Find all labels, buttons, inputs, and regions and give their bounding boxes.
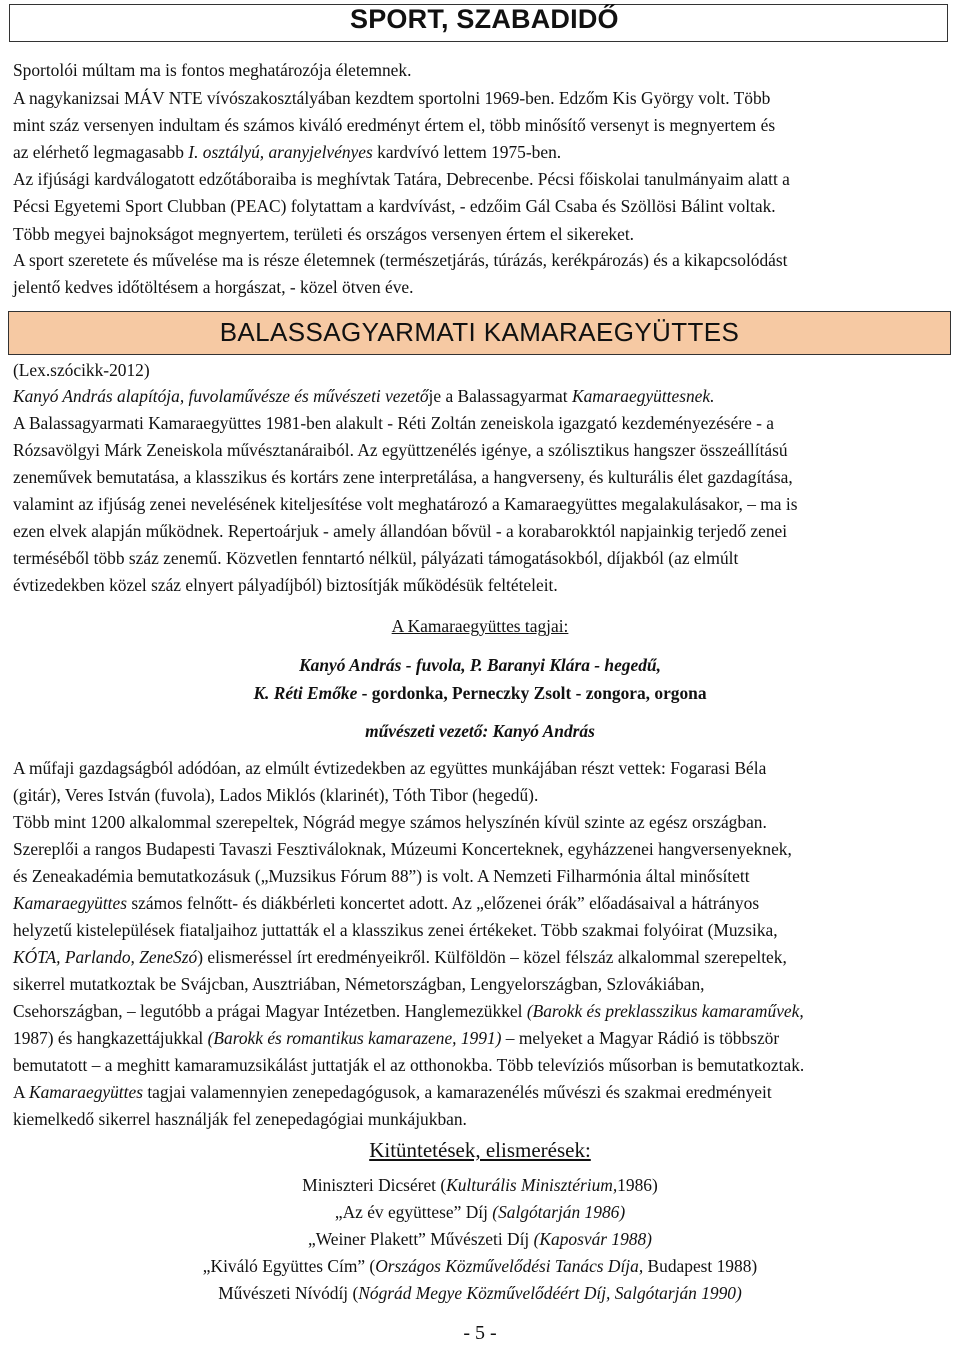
text-line	[13, 947, 787, 968]
text-span: „Kiváló Együttes Cím” (	[202, 1256, 376, 1276]
text-line: zeneművek bemutatása, a klasszikus és kortárs zene interpretálása, a hangverseny, és kulturális élet gazdagítása,	[13, 467, 793, 487]
text-span: Művészeti Nívódíj (	[218, 1283, 359, 1303]
text-span: Miniszteri Dicséret (	[302, 1175, 447, 1195]
text-line: évtizedekben közel száz elnyert pályadíjból) biztosítják működésük feltételeit.	[13, 575, 558, 595]
text-line: Az ifjúsági kardválogatott edzőtáboraiba is meghívtak Tatára, Debrecenbe. Pécsi főiskolai tanulmányaim alatt a	[13, 169, 790, 189]
text-span: 1987) és hangkazettájukkal	[13, 1028, 204, 1048]
page-number: - 5 -	[463, 1322, 497, 1344]
text-span: kardvívó lettem 1975-ben.	[377, 142, 562, 162]
text-line: (gitár), Veres István (fuvola), Lados Miklós (klarinét), Tóth Tibor (hegedű).	[13, 785, 539, 805]
text-line: Pécsi Egyetemi Sport Clubban (PEAC) folytattam a kardvívást, - edzőim Gál Csaba és Szöllösi Bálint voltak.	[13, 196, 776, 216]
italic-span: Kanyó András alapítója, fuvolaművésze és művészeti vezető	[13, 386, 429, 406]
italic-span: I. osztályú, aranyjelvényes	[188, 142, 373, 162]
award-item	[0, 1256, 960, 1277]
text-line	[13, 142, 561, 163]
text-line: kiemelkedő sikerrel használják fel zenepedagógiai munkájukban.	[13, 1109, 467, 1129]
italic-span: Kamaraegyüttesnek.	[571, 386, 715, 406]
text-line: ezen elvek alapján működnek. Repertoárjuk - amely állandóan bővül - a korabarokktól napjainkig terjedő zenei	[13, 521, 788, 541]
text-line: sikerrel mutatkoztak be Svájcban, Ausztriában, Németországban, Lengyelországban, Szlovákiában,	[13, 974, 705, 994]
award-item	[0, 1175, 960, 1196]
italic-span: (Kaposvár 1988)	[533, 1229, 652, 1249]
sport-heading-box	[9, 4, 948, 42]
text-span: – melyeket a Magyar Rádió is többször	[505, 1028, 780, 1048]
text-line: bemutatott – a meghitt kamaramuzsikálást juttatják el az otthonokba. Több televíziós műsorban is bemutatkoztak.	[13, 1055, 805, 1075]
text-span: számos felnőtt- és diákbérleti koncertet adott. Az „előzenei órák” előadásaival a hátrányos	[131, 893, 760, 913]
text-line: A Balassagyarmati Kamaraegyüttes 1981-ben alakult - Réti Zoltán zeneiskola igazgató kezdeményezésére - a	[13, 413, 775, 433]
members-title: A Kamaraegyüttes tagjai:	[391, 616, 569, 636]
sport-heading: SPORT, SZABADIDŐ	[350, 4, 619, 34]
text-line: Több megyei bajnokságot megnyertem, területi és országos versenyen értem el sikereket.	[13, 224, 635, 244]
italic-span: Kamaraegyüttes	[28, 1082, 143, 1102]
italic-span: Országos Közművelődési Tanács Díja,	[375, 1256, 644, 1276]
text-line: mint száz versenyen indultam és számos kiváló eredményt értem el, több minősítő versenyt is megnyertem és	[13, 115, 776, 135]
members-line-2	[0, 683, 960, 704]
text-line	[13, 1028, 779, 1049]
text-line: Sportolói múltam ma is fontos meghatározója életemnek.	[13, 60, 412, 80]
text-line	[13, 1001, 804, 1022]
award-item	[0, 1202, 960, 1223]
text-span: je a Balassagyarmat	[428, 386, 568, 406]
director-line: művészeti vezető: Kanyó András	[365, 721, 595, 741]
text-span: A	[13, 1082, 25, 1102]
text-line	[13, 1082, 772, 1103]
awards-title: Kitüntetések, elismerések:	[369, 1138, 591, 1162]
italic-span: K. Réti Emőke	[253, 683, 358, 703]
text-span: tagjai valamennyien zenepedagógusok, a kamarazenélés művészi és szakmai eredményeit	[147, 1082, 772, 1102]
text-span: „Az év együttese” Díj	[334, 1202, 493, 1222]
text-span: „Weiner Plakett” Művészeti Díj	[308, 1229, 534, 1249]
text-span: ) elismeréssel írt eredményeikről. Külföldön – közel félszáz alkalommal szerepeltek,	[197, 947, 787, 967]
kamara-heading-box	[8, 311, 951, 355]
italic-span: Kulturális Minisztérium,	[446, 1175, 618, 1195]
source-note: (Lex.szócikk-2012)	[13, 360, 150, 380]
members-line-1: Kanyó András - fuvola, P. Baranyi Klára - hegedű,	[299, 655, 661, 675]
text-line: helyzetű kistelepülések fiataljaihoz juttatták el a klasszikus zenei értékeket. Több szakmai folyóirat (Muzsika,	[13, 920, 778, 940]
text-span: Budapest 1988)	[643, 1256, 758, 1276]
text-line: Több mint 1200 alkalommal szerepeltek, Nógrád megye számos helyszínén kívül szinte az egész országban.	[13, 812, 767, 832]
text-line: valamint az ifjúság zenei nevelésének kiteljesítése volt meghatározó a Kamaraegyüttes megalakulásakor, – ma is	[13, 494, 798, 514]
text-line: A sport szeretete és művelése ma is része életemnek (természetjárás, túrázás, kerékpározás) és a kikapcsolódást	[13, 250, 788, 270]
italic-span: (Salgótarján 1986)	[492, 1202, 626, 1222]
text-span: 1986)	[617, 1175, 658, 1195]
text-line: jelentő kedves időtöltésem a horgászat, - közel ötven éve.	[13, 277, 414, 297]
award-item	[0, 1283, 960, 1304]
italic-span: Kamaraegyüttes	[13, 893, 127, 913]
intro-line	[13, 386, 714, 407]
text-span: az elérhető legmagasabb	[13, 142, 184, 162]
text-line: A műfaji gazdagságból adódóan, az elmúlt évtizedekben az együttes munkájában részt vettek: Fogarasi Béla	[13, 758, 767, 778]
italic-span: (Barokk és romantikus kamarazene, 1991)	[207, 1028, 502, 1048]
text-line: és Zeneakadémia bemutatkozásuk („Muzsikus Fórum 88”) is volt. A Nemzeti Filharmónia által minősített	[13, 866, 750, 886]
text-line: Szereplői a rangos Budapesti Tavaszi Fesztiváloknak, Múzeumi Koncerteknek, egyházzenei hangversenyeknek,	[13, 839, 792, 859]
italic-span: Nógrád Megye Közművelődéért Díj, Salgótarján 1990)	[358, 1283, 742, 1303]
text-span: - gordonka, Perneczky Zsolt - zongora, orgona	[357, 683, 707, 703]
text-line	[13, 893, 759, 914]
text-line: Rózsavölgyi Márk Zeneiskola művésztanáraiból. Az együttzenélés igénye, a szólisztikus hangszer összeállítású	[13, 440, 788, 460]
kamara-heading: BALASSAGYARMATI KAMARAEGYÜTTES	[219, 317, 740, 347]
text-line: A nagykanizsai MÁV NTE vívószakosztályában kezdtem sportolni 1969-ben. Edzőm Kis György volt. Több	[13, 88, 771, 108]
italic-span: (Barokk és preklasszikus kamaraművek,	[526, 1001, 804, 1021]
text-line: terméséből több száz zenemű. Közvetlen fenntartó nélkül, pályázati támogatásokból, díjakból (az elmúlt	[13, 548, 739, 568]
italic-span: KÓTA, Parlando, ZeneSzó	[13, 947, 198, 967]
award-item	[0, 1229, 960, 1250]
text-span: Csehországban, – legutóbb a prágai Magyar Intézetben. Hanglemezükkel	[13, 1001, 523, 1021]
